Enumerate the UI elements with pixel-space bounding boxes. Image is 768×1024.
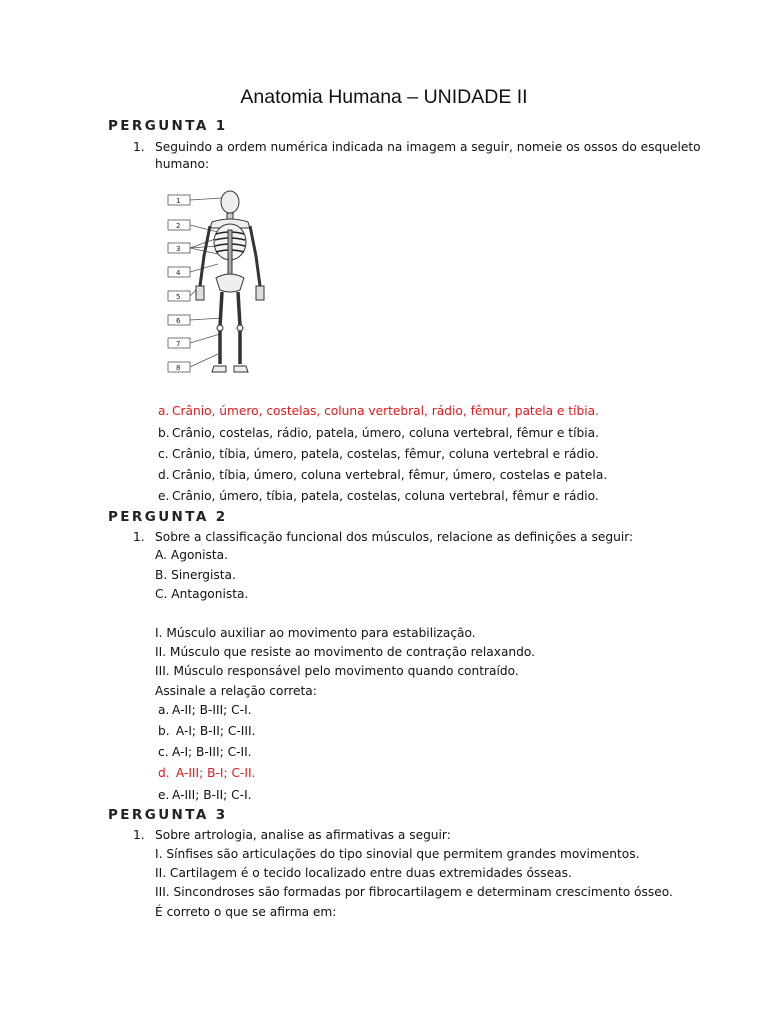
question-2-item-a: A. Agonista. xyxy=(155,548,228,562)
question-2-stem: Sobre a classificação funcional dos músculos, relacione as definições a seguir: xyxy=(155,530,634,544)
option-letter: e. xyxy=(158,489,170,503)
question-2-item-b: B. Sinergista. xyxy=(155,568,236,582)
question-2-prompt: Assinale a relação correta: xyxy=(155,684,317,698)
option-text: Crânio, tíbia, úmero, patela, costelas, fêmur, coluna vertebral e rádio. xyxy=(172,447,599,461)
option-letter: b. xyxy=(158,426,170,440)
figure-label-5: 5 xyxy=(176,293,181,301)
option-letter: a. xyxy=(158,404,170,418)
question-2-item-c: C. Antagonista. xyxy=(155,587,249,601)
question-1-heading: PERGUNTA 1 xyxy=(108,118,228,134)
option-text: A-III; B-I; C-II. xyxy=(172,766,256,780)
question-1-option-d[interactable] xyxy=(158,467,607,483)
option-text: Crânio, úmero, costelas, coluna vertebral, rádio, fêmur, patela e tíbia. xyxy=(172,404,599,418)
option-text: Crânio, úmero, tíbia, patela, costelas, coluna vertebral, fêmur e rádio. xyxy=(172,489,599,503)
question-2-option-e[interactable] xyxy=(158,787,252,803)
question-1-stem-line-1: Seguindo a ordem numérica indicada na imagem a seguir, nomeie os ossos do esqueleto xyxy=(155,140,701,154)
question-2-definition-3: III. Músculo responsável pelo movimento quando contraído. xyxy=(155,664,519,678)
question-1-option-e[interactable] xyxy=(158,488,599,504)
option-text: Crânio, costelas, rádio, patela, úmero, coluna vertebral, fêmur e tíbia. xyxy=(172,426,599,440)
question-1-option-c[interactable] xyxy=(158,446,599,462)
option-letter: c. xyxy=(158,447,169,461)
option-letter: d. xyxy=(158,766,170,780)
question-3-statement-1: I. Sínfises são articulações do tipo sinovial que permitem grandes movimentos. xyxy=(155,847,640,861)
figure-label-6: 6 xyxy=(176,317,181,325)
question-1-option-a[interactable] xyxy=(158,403,599,419)
question-3-prompt: É correto o que se afirma em: xyxy=(155,905,337,919)
option-text: A-II; B-III; C-I. xyxy=(172,703,252,717)
skeleton-figure xyxy=(160,186,270,386)
option-letter: b. xyxy=(158,724,170,738)
document-title: Anatomia Humana – UNIDADE II xyxy=(240,86,528,108)
option-letter: e. xyxy=(158,788,170,802)
question-2-option-c[interactable] xyxy=(158,744,252,760)
question-3-heading: PERGUNTA 3 xyxy=(108,807,228,823)
option-text: Crânio, tíbia, úmero, coluna vertebral, fêmur, úmero, costelas e patela. xyxy=(172,468,608,482)
question-1-number: 1. xyxy=(133,140,145,154)
option-letter: c. xyxy=(158,745,169,759)
question-3-statement-2: II. Cartilagem é o tecido localizado entre duas extremidades ósseas. xyxy=(155,866,572,880)
option-letter: d. xyxy=(158,468,170,482)
question-2-heading: PERGUNTA 2 xyxy=(108,509,228,525)
figure-label-8: 8 xyxy=(176,364,181,372)
question-3-number: 1. xyxy=(133,828,145,842)
figure-label-3: 3 xyxy=(176,245,181,253)
question-2-definition-2: II. Músculo que resiste ao movimento de contração relaxando. xyxy=(155,645,536,659)
figure-label-7: 7 xyxy=(176,340,181,348)
question-2-option-b[interactable] xyxy=(158,723,255,739)
question-2-definition-1: I. Músculo auxiliar ao movimento para estabilização. xyxy=(155,626,476,640)
question-2-option-d[interactable] xyxy=(158,765,255,781)
question-3-stem: Sobre artrologia, analise as afirmativas a seguir: xyxy=(155,828,451,842)
question-3-statement-3: III. Sincondroses são formadas por fibrocartilagem e determinam crescimento ósseo. xyxy=(155,885,673,899)
option-text: A-I; B-II; C-III. xyxy=(172,724,256,738)
figure-label-1: 1 xyxy=(176,197,181,205)
option-text: A-III; B-II; C-I. xyxy=(172,788,252,802)
question-2-option-a[interactable] xyxy=(158,702,252,718)
option-letter: a. xyxy=(158,703,170,717)
question-1-option-b[interactable] xyxy=(158,425,599,441)
figure-label-4: 4 xyxy=(176,269,181,277)
question-1-stem-line-2: humano: xyxy=(155,157,210,171)
option-text: A-I; B-III; C-II. xyxy=(172,745,252,759)
figure-label-2: 2 xyxy=(176,222,181,230)
question-2-number: 1. xyxy=(133,530,145,544)
